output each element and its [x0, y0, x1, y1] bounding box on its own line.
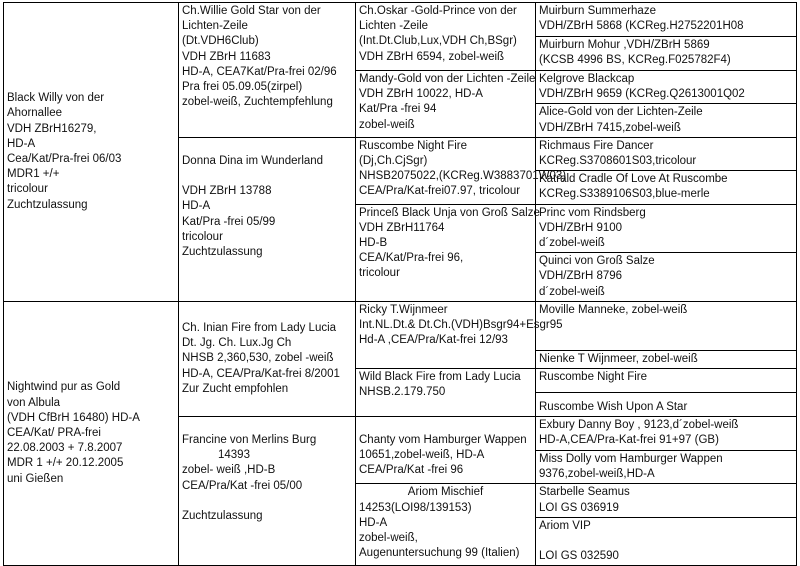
ds-line: NHSB 2,360,530, zobel -weiß — [182, 352, 334, 365]
g4-line: Richmaus Fire Dancer — [539, 139, 654, 152]
dds-line: CEA/Pra/Kat -frei 96 — [359, 464, 464, 477]
dd-line: Zuchtzulassung — [182, 510, 263, 523]
sire-cell — [4, 3, 179, 302]
sire-line: HD-A — [7, 137, 36, 150]
dd-line: zobel- weiß ,HD-B — [182, 464, 276, 477]
ss-line: (Dt.VDH6Club) — [182, 35, 259, 48]
dd-line — [182, 494, 352, 509]
ddd-line: Ariom Mischief — [407, 486, 484, 499]
g4-line: Exbury Danny Boy , 9123,d´zobel-weiß — [539, 419, 739, 432]
g4-cell — [536, 37, 797, 71]
g4-cell — [536, 253, 797, 302]
g4-cell — [536, 393, 797, 417]
ss-line: Ch.Willie Gold Star von der — [182, 5, 321, 17]
dds-line: Chanty vom Hamburger Wappen — [359, 434, 527, 447]
g4-line: KCReg.S3708601S03,tricolour — [539, 155, 697, 168]
dam-line: MDR 1 +/+ 20.12.2005 — [7, 457, 124, 470]
sd-line: tricolour — [182, 230, 223, 243]
ddd-line: 14253(LOI98/139153) — [359, 501, 472, 514]
g4-cell — [536, 137, 797, 170]
ddd-line: HD-A — [359, 516, 388, 529]
dam-line: Nightwind pur as Gold — [7, 381, 121, 394]
sss-line: Ch.Oskar -Gold-Prince von der — [359, 5, 517, 17]
g4-line: KCReg.S3389106S03,blue-merle — [539, 188, 710, 201]
sds-line: Ruscombe Night Fire — [359, 139, 468, 152]
g4-line: Quinci von Groß Salze — [539, 255, 655, 268]
g4-line: 9376,zobel-weiß,HD-A — [539, 468, 655, 481]
g4-line: Nienke T Wijnmeer, zobel-weiß — [539, 352, 698, 365]
g4-line — [539, 534, 793, 549]
dsd-line: Wild Black Fire from Lady Lucia — [359, 371, 521, 384]
g4-line: Ruscombe Wish Upon A Star — [539, 400, 688, 413]
g4-line: Starbelle Seamus — [539, 486, 630, 499]
dd-line: Francine von Merlins Burg — [182, 434, 317, 447]
sire-dam-cell — [179, 137, 356, 301]
ssd-cell — [356, 71, 536, 138]
sdd-line: Princeß Black Unja von Groß Salze — [359, 206, 540, 219]
dss-cell — [356, 301, 563, 368]
ss-line: VDH ZBrH 11683 — [182, 50, 271, 63]
sdd-line: HD-B — [359, 237, 388, 250]
dam-line: uni Gießen — [7, 472, 64, 485]
ssd-line: zobel-weiß — [359, 118, 415, 131]
dss-line: Ricky T.Wijnmeer — [359, 303, 448, 316]
g4-line: Princ vom Rindsberg — [539, 206, 646, 219]
sd-line — [182, 169, 352, 184]
g4-cell — [536, 71, 797, 104]
ssd-line: VDH ZBrH 10022, HD-A — [359, 88, 483, 101]
sss-line: VDH ZBrH 6594, zobel-weiß — [359, 50, 505, 63]
g4-cell — [536, 171, 797, 204]
dam-dam-cell — [179, 417, 356, 566]
sire-line: Cea/Kat/Pra-frei 06/03 — [7, 152, 122, 165]
g4-line: (KCSB 4996 BS, KCReg.F025782F4) — [539, 54, 731, 67]
g4-line: VDH/ZBrH 9100 — [539, 221, 623, 234]
sd-line: VDH ZBrH 13788 — [182, 185, 272, 198]
sire-sire-cell — [179, 3, 356, 138]
pedigree-table — [3, 2, 797, 566]
g4-line: Muirburn Summerhaze — [539, 5, 656, 17]
ss-line: zobel-weiß, Zuchtempfehlung — [182, 96, 333, 109]
sss-line: Lichten -Zeile — [359, 20, 429, 33]
g4-cell — [536, 484, 797, 517]
ddd-line: zobel-weiß, — [359, 532, 418, 545]
g4-line: Muirburn Mohur ,VDH/ZBrH 5869 — [539, 39, 710, 51]
g4-line: d´zobel-weiß — [539, 285, 605, 298]
ddd-line: Augenuntersuchung 99 (Italien) — [359, 547, 520, 560]
g4-line: Moville Manneke, zobel-weiß — [539, 303, 688, 316]
sds-cell — [356, 137, 567, 204]
dam-cell — [4, 301, 179, 566]
ss-line: Lichten-Zeile — [182, 20, 248, 33]
sire-line: Black Willy von der — [7, 92, 105, 105]
g4-line: VDH/ZBrH 5868 (KCReg.H2752201H08 — [539, 20, 744, 33]
dss-line: Hd-A ,CEA/Pra/Kat-frei 12/93 — [359, 334, 508, 347]
g4-cell — [536, 350, 797, 368]
sdd-cell — [356, 204, 540, 301]
sd-line: HD-A — [182, 200, 211, 213]
g4-cell — [536, 369, 797, 393]
sds-line: NHSB2075022,(KCReg.W3883701W03) — [359, 170, 567, 183]
sdd-line: VDH ZBrH11764 — [359, 221, 445, 234]
sire-line: Ahornallee — [7, 107, 62, 120]
dd-line: CEA/Pra/Kat -frei 05/00 — [182, 479, 303, 492]
g4-cell — [536, 301, 797, 350]
dsd-cell — [356, 369, 536, 417]
dam-line: (VDH CfBrH 16480) HD-A — [7, 411, 140, 424]
sd-line: Donna Dina im Wunderland — [182, 154, 324, 167]
sire-line: tricolour — [7, 183, 48, 196]
sss-cell — [356, 3, 536, 71]
g4-line: Ariom VIP — [539, 519, 591, 532]
dd-line: 14393 — [218, 449, 250, 462]
ss-line: HD-A, CEA7Kat/Pra-frei 02/96 — [182, 65, 337, 78]
sd-line: Zuchtzulassung — [182, 246, 263, 259]
dam-line: 22.08.2003 + 7.8.2007 — [7, 442, 123, 455]
sdd-line: CEA/Kat/Pra-frei 96, — [359, 252, 464, 265]
g4-line: LOI GS 032590 — [539, 550, 619, 563]
ssd-line: Kat/Pra -frei 94 — [359, 103, 437, 116]
ds-line: Zur Zucht empfohlen — [182, 382, 289, 395]
g4-cell — [536, 417, 797, 451]
dss-line: Int.NL.Dt.& Dt.Ch.(VDH)Bsgr94+Esgr95 — [359, 319, 563, 332]
dds-line: 10651,zobel-weiß, HD-A — [359, 449, 485, 462]
ss-line: Pra frei 05.09.05(zirpel) — [182, 81, 303, 94]
sds-line: (Dj,Ch.CjSgr) — [359, 155, 428, 168]
g4-line: Miss Dolly vom Hamburger Wappen — [539, 453, 723, 466]
dsd-line: NHSB.2.179.750 — [359, 386, 446, 399]
sds-line: CEA/Pra/Kat-frei07.97, tricolour — [359, 185, 521, 198]
g4-cell — [536, 3, 797, 37]
g4-line: Kelgrove Blackcap — [539, 73, 635, 85]
g4-cell — [536, 104, 797, 137]
ssd-line: Mandy-Gold von der Lichten -Zeile — [359, 73, 536, 85]
sss-line: (Int.Dt.Club,Lux,VDH Ch,BSgr) — [359, 35, 517, 48]
sd-line: Kat/Pra -frei 05/99 — [182, 215, 276, 228]
g4-line: VDH/ZBrH 9659 (KCReg.Q2613001Q02 — [539, 88, 745, 101]
g4-line: d´zobel-weiß — [539, 237, 605, 250]
g4-cell — [536, 517, 797, 566]
dds-cell — [356, 417, 536, 484]
sdd-line: tricolour — [359, 267, 400, 280]
g4-cell — [536, 204, 797, 253]
sire-line: Zuchtzulassung — [7, 198, 88, 211]
g4-line: Katrald Cradle Of Love At Ruscombe — [539, 173, 728, 186]
sire-line: MDR1 +/+ — [7, 168, 60, 181]
g4-cell — [536, 451, 797, 484]
g4-line: VDH/ZBrH 7415,zobel-weiß — [539, 121, 681, 134]
dam-sire-cell — [179, 301, 356, 416]
ddd-cell — [356, 484, 536, 566]
g4-line: LOI GS 036919 — [539, 501, 619, 514]
g4-line: VDH/ZBrH 8796 — [539, 270, 623, 283]
g4-line: HD-A,CEA/Pra-Kat-frei 91+97 (GB) — [539, 434, 719, 447]
g4-line: Ruscombe Night Fire — [539, 371, 648, 384]
dam-line: von Albula — [7, 396, 61, 409]
ds-line: Ch. Inian Fire from Lady Lucia — [182, 321, 337, 334]
dam-line: CEA/Kat/ PRA-frei — [7, 427, 101, 440]
sire-line: VDH ZBrH16279, — [7, 122, 97, 135]
ds-line: Dt. Jg. Ch. Lux.Jg Ch — [182, 337, 292, 350]
g4-line: Alice-Gold von der Lichten-Zeile — [539, 106, 703, 119]
ds-line: HD-A, CEA/Pra/Kat-frei 8/2001 — [182, 367, 340, 380]
